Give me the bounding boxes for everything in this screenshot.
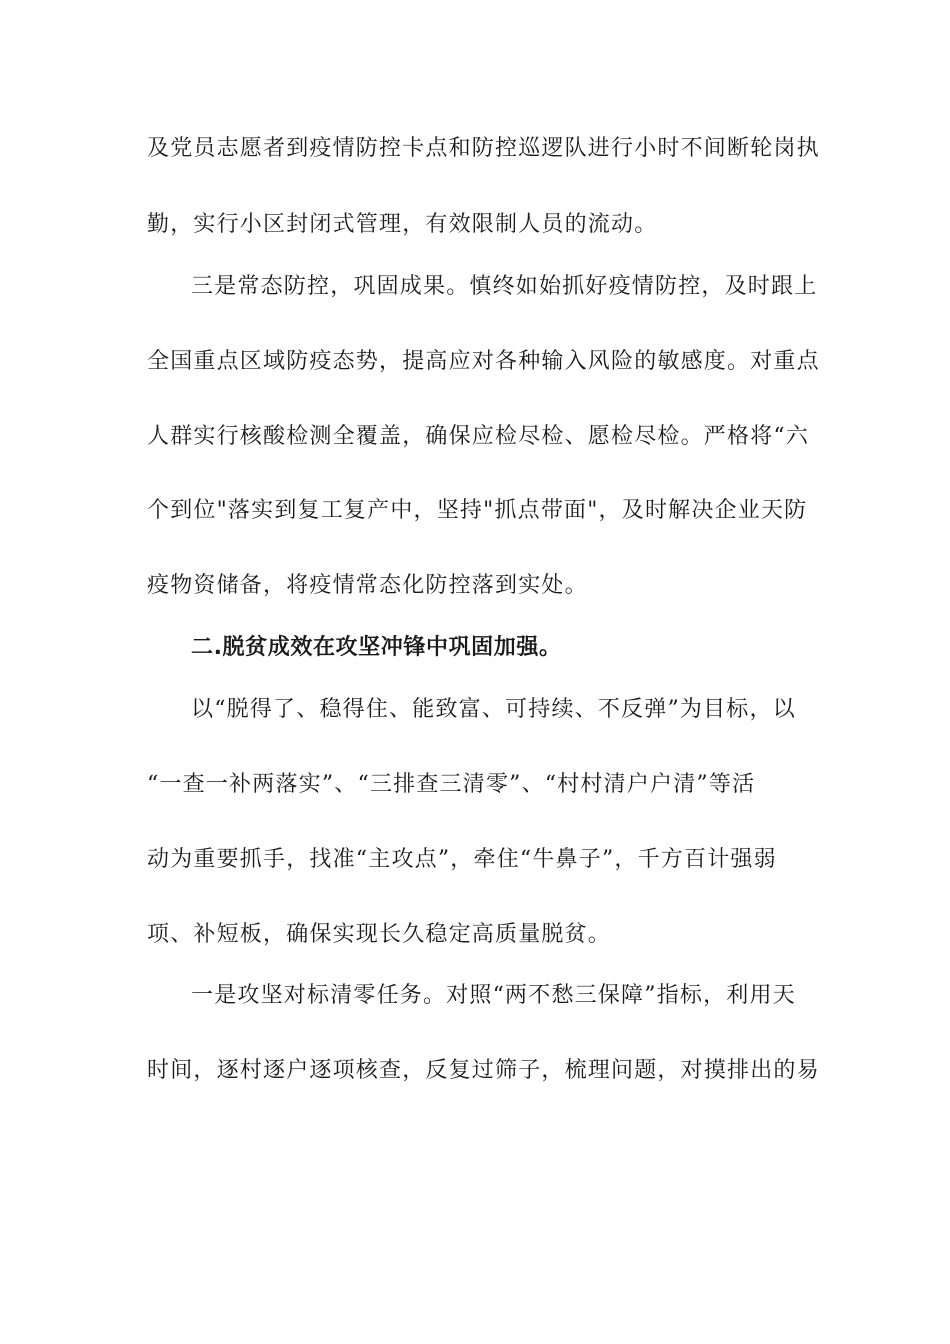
paragraph-line: 及党员志愿者到疫情防控卡点和防控巡逻队进行小时不间断轮岗执 <box>147 136 820 161</box>
paragraph-line: 勤，实行小区封闭式管理，有效限制人员的流动。 <box>147 212 658 237</box>
paragraph-line: 三是常态防控，巩固成果。慎终如始抓好疫情防控，及时跟上 <box>191 274 818 299</box>
paragraph-line: 全国重点区域防疫态势，提高应对各种输入风险的敏感度。对重点 <box>147 349 820 374</box>
paragraph-line: “一查一补两落实”、“三排查三清零”、“村村清户户清”等活 <box>147 772 756 797</box>
paragraph-line: 人群实行核酸检测全覆盖，确保应检尽检、愿检尽检。严格将“六 <box>147 424 810 449</box>
paragraph-line: 个到位"落实到复工复产中，坚持"抓点带面"，及时解决企业天防 <box>147 498 808 523</box>
paragraph-line: 疫物资储备，将疫情常态化防控落到实处。 <box>147 573 588 598</box>
section-heading: 二.脱贫成效在攻坚冲锋中巩固加强。 <box>191 635 562 660</box>
paragraph-line: 时间，逐村逐户逐项核查，反复过筛子，梳理问题，对摸排出的易 <box>147 1058 820 1083</box>
paragraph-line: 动为重要抓手，找准“主攻点”，牵住“牛鼻子”，千方百计强弱 <box>147 847 777 872</box>
paragraph-line: 以“脱得了、稳得住、能致富、可持续、不反弹”为目标，以 <box>191 697 796 722</box>
paragraph-line: 一是攻坚对标清零任务。对照“两不愁三保障”指标，利用天 <box>191 983 796 1008</box>
paragraph-line: 项、补短板，确保实现长久稳定高质量脱贫。 <box>147 922 612 947</box>
